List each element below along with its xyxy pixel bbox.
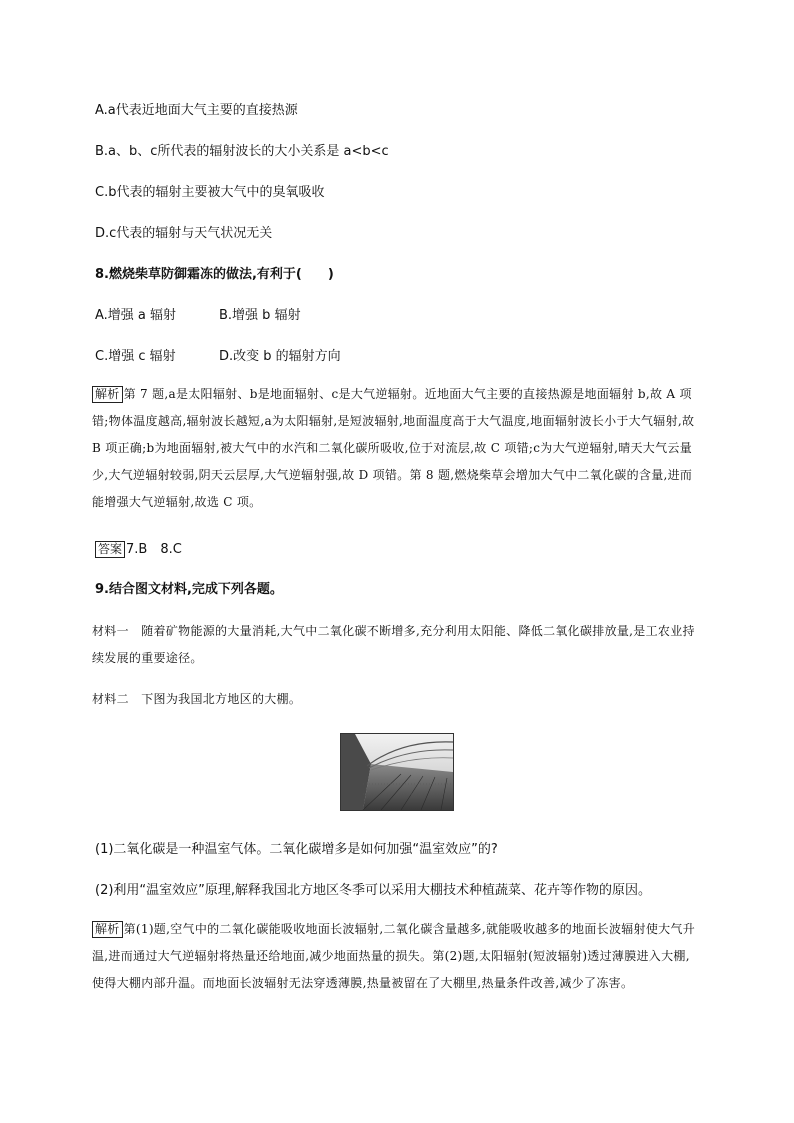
answer-text: 7.B 8.C xyxy=(126,542,182,557)
q9-stem: 9.结合图文材料,完成下列各题。 xyxy=(95,582,283,597)
analysis-tag: 解析 xyxy=(92,386,123,403)
answer-7-8 xyxy=(95,541,182,558)
q8-option-b: B.增强 b 辐射 xyxy=(219,308,301,323)
q7-option-a: A.a代表近地面大气主要的直接热源 xyxy=(95,103,298,118)
material-2 xyxy=(92,686,702,713)
q7-option-d: D.c代表的辐射与天气状况无关 xyxy=(95,226,273,241)
material-1 xyxy=(92,618,702,672)
analysis-7-8 xyxy=(92,381,702,516)
material-1-text: 随着矿物能源的大量消耗,大气中二氧化碳不断增多,充分利用太阳能、降低二氧化碳排放量,是工农业持续发展的重要途径。 xyxy=(92,624,695,665)
analysis-9 xyxy=(92,916,702,997)
q8-option-c: C.增强 c 辐射 xyxy=(95,349,176,364)
answer-tag: 答案 xyxy=(95,541,125,558)
q9-sub2: (2)利用“温室效应”原理,解释我国北方地区冬季可以采用大棚技术种植蔬菜、花卉等作物的原因。 xyxy=(95,883,652,898)
greenhouse-photo xyxy=(340,733,454,811)
q9-sub1: (1)二氧化碳是一种温室气体。二氧化碳增多是如何加强“温室效应”的? xyxy=(95,842,498,857)
q7-option-b: B.a、b、c所代表的辐射波长的大小关系是 a<b<c xyxy=(95,144,389,159)
q8-option-a: A.增强 a 辐射 xyxy=(95,308,177,323)
q8-options-row1 xyxy=(95,308,301,324)
analysis-tag-2: 解析 xyxy=(92,921,123,938)
analysis-text-2: 第(1)题,空气中的二氧化碳能吸收地面长波辐射,二氧化碳含量越多,就能吸收越多的地面长波辐射使大气升温,进而通过大气逆辐射将热量还给地面,减少地面热量的损失。第(2)题,太阳辐射(短波辐射)透过薄膜进入大棚,使得大棚内部升温。而地面长波辐射无法穿透薄膜,热量被留在了大棚里,热量条件改善,减少了冻害。 xyxy=(92,922,696,990)
q8-options-row2 xyxy=(95,349,341,365)
analysis-text: 第 7 题,a是太阳辐射、b是地面辐射、c是大气逆辐射。近地面大气主要的直接热源是地面辐射 b,故 A 项错;物体温度越高,辐射波长越短,a为太阳辐射,是短波辐射,地面温度高于大气温度,地面辐射波长小于大气辐射,故 B 项正确;b为地面辐射,被大气中的水汽和二氧化碳所吸收,位于对流层,故 C 项错;c为大气逆辐射,晴天大气云量少,大气逆辐射较弱,阴天云层厚,大气逆辐射强,故 D 项错。第 8 题,燃烧柴草会增加大气中二氧化碳的含量,进而能增强大气逆辐射,故选 C 项。 xyxy=(92,387,695,509)
q8-option-d: D.改变 b 的辐射方向 xyxy=(219,349,341,364)
material-1-label: 材料一 xyxy=(92,624,129,638)
material-2-label: 材料二 xyxy=(92,692,129,706)
q7-option-c: C.b代表的辐射主要被大气中的臭氧吸收 xyxy=(95,185,325,200)
material-2-text: 下图为我国北方地区的大棚。 xyxy=(141,692,302,706)
q8-stem: 8.燃烧柴草防御霜冻的做法,有利于( ) xyxy=(95,267,334,282)
